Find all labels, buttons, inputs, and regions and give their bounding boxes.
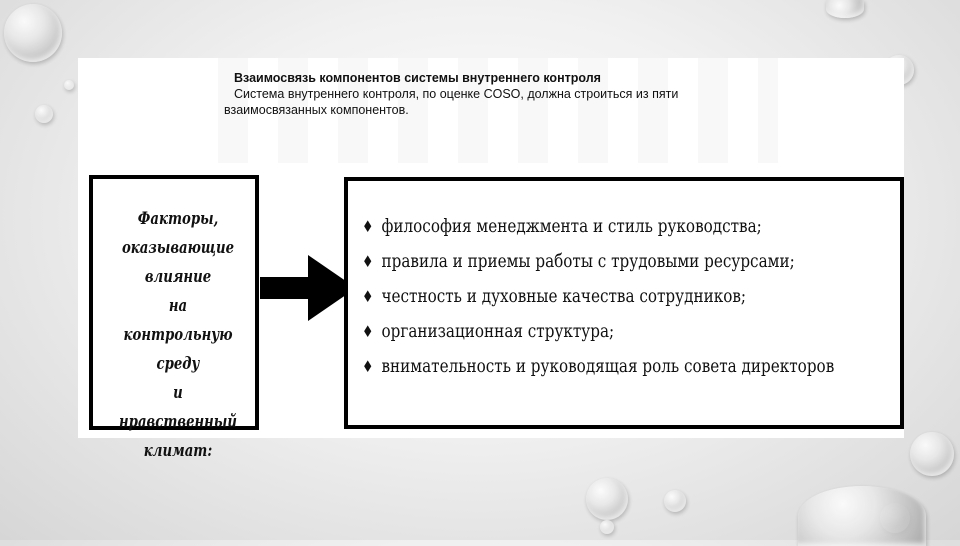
factors-line: на контрольную среду	[123, 296, 233, 374]
slide-content	[78, 58, 904, 461]
factors-line: оказывающие влияние	[121, 238, 235, 287]
components-list	[362, 209, 952, 384]
water-drop-decoration	[910, 432, 954, 476]
water-drop-decoration	[600, 520, 614, 534]
diamond-bullet-icon: ♦	[362, 322, 374, 341]
list-item	[362, 349, 834, 384]
diagram-scan	[88, 171, 904, 461]
water-drop-decoration	[35, 105, 53, 123]
components-box	[344, 177, 904, 429]
factors-text	[116, 205, 239, 466]
water-drop-decoration	[664, 490, 686, 512]
slide-title: Взаимосвязь компонентов системы внутреннего контроля	[234, 71, 601, 85]
list-item	[362, 279, 834, 314]
list-item-text: правила и приемы работы с трудовыми ресурсами;	[381, 250, 795, 272]
diamond-bullet-icon: ♦	[362, 217, 374, 236]
water-drop-decoration	[586, 478, 628, 520]
factors-line: Факторы,	[137, 209, 219, 229]
water-drop-decoration	[798, 486, 926, 546]
list-item-text: философия менеджмента и стиль руководства;	[381, 215, 762, 237]
list-item	[362, 209, 834, 244]
water-drop-decoration	[826, 0, 864, 18]
list-item-text: внимательность и руководящая роль совета директоров	[381, 355, 835, 377]
heading-block	[224, 70, 744, 118]
list-item-text: честность и духовные качества сотрудников;	[381, 285, 747, 307]
list-item	[362, 244, 834, 279]
factors-line: климат:	[143, 441, 213, 461]
water-drop-decoration	[4, 4, 62, 62]
factors-line: и нравственный	[119, 383, 237, 432]
diamond-bullet-icon: ♦	[362, 357, 374, 376]
list-item-text: организационная структура;	[381, 320, 615, 342]
water-drop-decoration	[64, 80, 74, 90]
slide-description: Система внутреннего контроля, по оценке COSO, должна строиться из пяти взаимосвязанных компонентов.	[224, 87, 679, 117]
factors-box	[89, 175, 259, 461]
list-item	[362, 314, 834, 349]
diamond-bullet-icon: ♦	[362, 252, 374, 271]
diamond-bullet-icon: ♦	[362, 287, 374, 306]
